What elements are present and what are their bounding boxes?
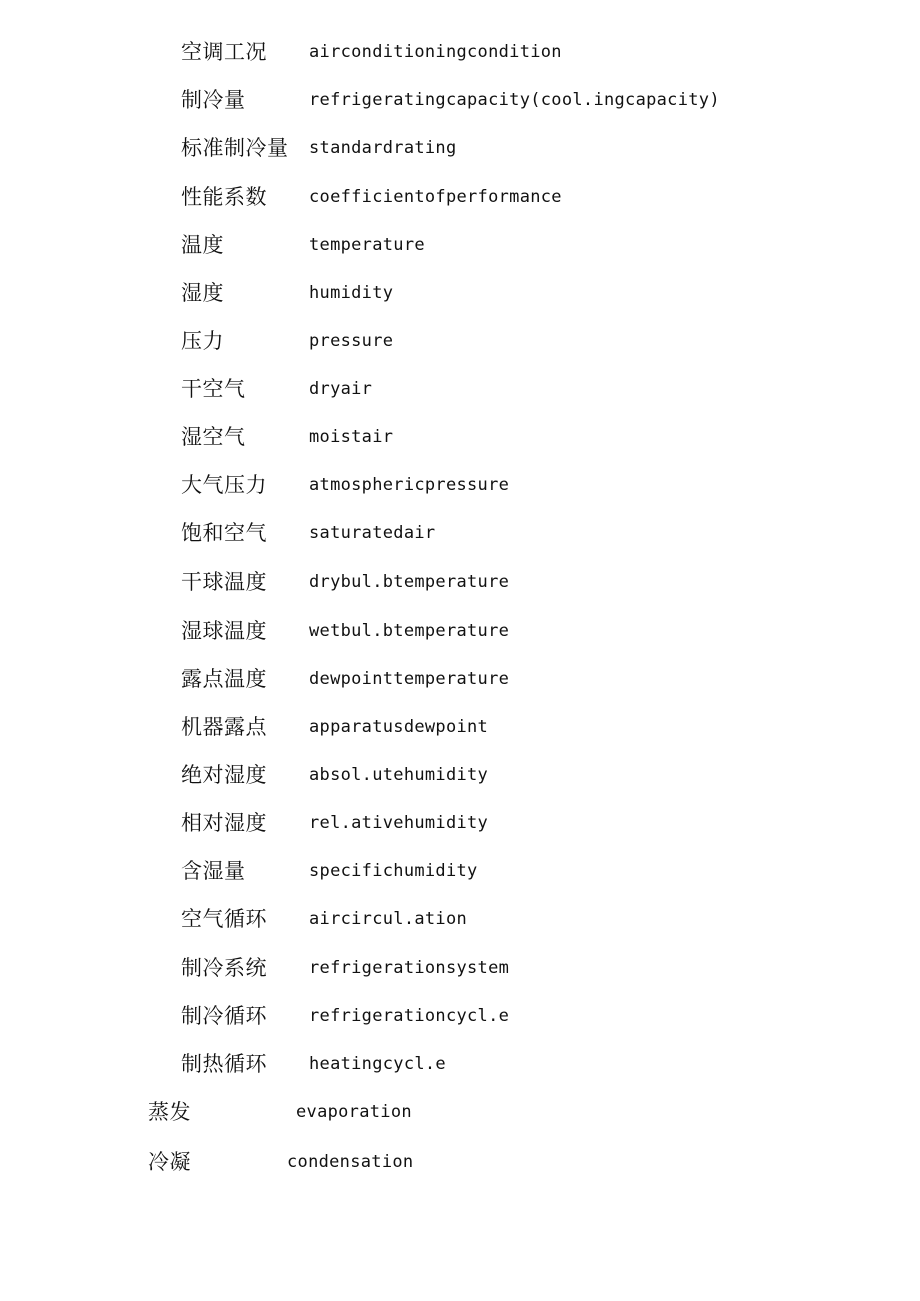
term-english: refrigerationcycl.e [309, 1006, 510, 1026]
term-row [0, 327, 920, 357]
term-chinese: 饱和空气 [181, 521, 267, 545]
term-chinese: 湿球温度 [181, 619, 267, 643]
term-chinese: 制冷循环 [181, 1004, 267, 1028]
term-chinese: 空气循环 [181, 907, 267, 931]
term-english: pressure [309, 331, 394, 351]
term-chinese: 机器露点 [181, 715, 267, 739]
term-chinese: 制冷量 [181, 88, 246, 112]
term-row [0, 471, 920, 501]
term-chinese: 绝对湿度 [181, 763, 267, 787]
term-chinese: 空调工况 [181, 40, 267, 64]
term-english: refrigerationsystem [309, 958, 510, 978]
term-chinese: 制冷系统 [181, 956, 267, 980]
term-chinese: 湿空气 [181, 425, 246, 449]
term-chinese: 干球温度 [181, 570, 267, 594]
term-english: apparatusdewpoint [309, 717, 489, 737]
term-row [0, 665, 920, 695]
term-english: drybul.btemperature [309, 572, 510, 592]
term-row [0, 183, 920, 213]
term-row [0, 1002, 920, 1032]
term-chinese: 蒸发 [148, 1100, 191, 1124]
term-english: humidity [309, 283, 394, 303]
term-english: temperature [309, 235, 425, 255]
term-row [0, 761, 920, 791]
term-chinese: 含湿量 [181, 859, 246, 883]
term-english: wetbul.btemperature [309, 621, 510, 641]
term-chinese: 干空气 [181, 377, 246, 401]
term-row [0, 568, 920, 598]
term-chinese: 标准制冷量 [181, 136, 289, 160]
term-row [0, 809, 920, 839]
term-english: specifichumidity [309, 861, 478, 881]
term-english: heatingcycl.e [309, 1054, 446, 1074]
term-row [0, 375, 920, 405]
term-english: aircircul.ation [309, 909, 468, 929]
term-row [0, 519, 920, 549]
term-row [0, 713, 920, 743]
term-row [0, 38, 920, 68]
term-english: refrigeratingcapacity(cool.ingcapacity) [309, 90, 720, 110]
term-english: standardrating [309, 138, 457, 158]
term-row [0, 134, 920, 164]
term-chinese: 露点温度 [181, 667, 267, 691]
term-english: absol.utehumidity [309, 765, 489, 785]
term-chinese: 相对湿度 [181, 811, 267, 835]
term-row [0, 423, 920, 453]
term-row [0, 1050, 920, 1080]
term-row [0, 279, 920, 309]
term-row [0, 1098, 920, 1128]
term-chinese: 温度 [181, 233, 224, 257]
term-chinese: 大气压力 [181, 473, 267, 497]
term-row [0, 1148, 920, 1178]
term-row [0, 857, 920, 887]
term-chinese: 冷凝 [148, 1150, 191, 1174]
term-row [0, 905, 920, 935]
term-english: saturatedair [309, 523, 436, 543]
term-chinese: 压力 [181, 329, 224, 353]
term-english: moistair [309, 427, 394, 447]
term-chinese: 性能系数 [181, 185, 267, 209]
term-english: dryair [309, 379, 373, 399]
term-english: atmosphericpressure [309, 475, 510, 495]
term-english: evaporation [296, 1102, 412, 1122]
term-row [0, 954, 920, 984]
term-chinese: 制热循环 [181, 1052, 267, 1076]
term-row [0, 617, 920, 647]
term-chinese: 湿度 [181, 281, 224, 305]
term-english: coefficientofperformance [309, 187, 562, 207]
term-row [0, 231, 920, 261]
term-english: airconditioningcondition [309, 42, 562, 62]
term-english: dewpointtemperature [309, 669, 510, 689]
term-english: condensation [287, 1152, 414, 1172]
term-english: rel.ativehumidity [309, 813, 489, 833]
term-row [0, 86, 920, 116]
